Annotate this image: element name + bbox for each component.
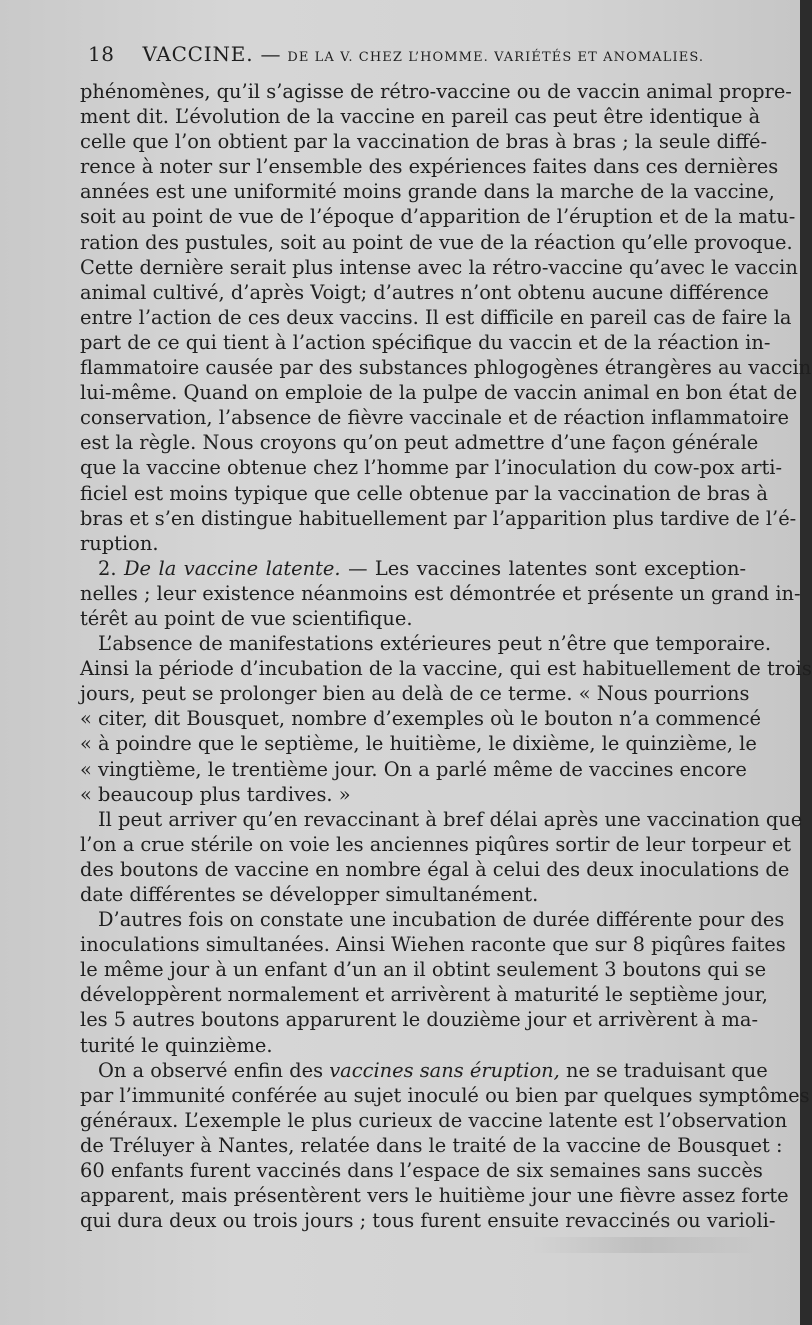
- paper-show-through: [530, 1237, 760, 1253]
- text-line: bras et s’en distingue habituellement par l’apparition plus tardive de l’é-: [80, 506, 797, 530]
- text-line: de Tréluyer à Nantes, relatée dans le traité de la vaccine de Bousquet :: [80, 1133, 783, 1157]
- text-line: est la règle. Nous croyons qu’on peut admettre d’une façon générale: [80, 431, 759, 455]
- running-header: [88, 42, 738, 70]
- text-line: des boutons de vaccine en nombre égal à celui des deux inoculations de: [80, 857, 790, 881]
- text-line: « vingtième, le trentième jour. On a parlé même de vaccines encore: [80, 757, 747, 781]
- text-line: inoculations simultanées. Ainsi Wiehen raconte que sur 8 piqûres faites: [80, 933, 786, 957]
- text-line: « beaucoup plus tardives. »: [80, 782, 351, 806]
- line-end: ne se traduisant que: [566, 1058, 768, 1082]
- text-line: développèrent normalement et arrivèrent à maturité le septième jour,: [80, 983, 768, 1007]
- text-line: apparent, mais présentèrent vers le huitième jour une fièvre assez forte: [80, 1184, 789, 1208]
- text-line: térêt au point de vue scientifique.: [80, 606, 413, 630]
- text-line: qui dura deux ou trois jours ; tous furent ensuite revaccinés ou varioli-: [80, 1209, 776, 1233]
- page-text: [80, 79, 812, 1233]
- text-line: turité le quinzième.: [80, 1033, 273, 1057]
- text-line: ficiel est moins typique que celle obtenue par la vaccination de bras à: [80, 481, 768, 505]
- text-line: Ainsi la période d’incubation de la vaccine, qui est habituellement de trois: [80, 657, 812, 681]
- text-line: D’autres fois on constate une incubation de durée différente pour des: [98, 908, 785, 932]
- running-title: VACCINE. —: [142, 42, 282, 66]
- text-line: celle que l’on obtient par la vaccination de bras à bras ; la seule diffé-: [80, 130, 768, 154]
- text-line: ruption.: [80, 531, 159, 555]
- text-line: nelles ; leur existence néanmoins est démontrée et présente un grand in-: [80, 581, 801, 605]
- section-heading-line: [80, 556, 746, 581]
- text-line: L’absence de manifestations extérieures peut n’être que temporaire.: [98, 632, 772, 656]
- text-line: part de ce qui tient à l’action spécifique du vaccin et de la réaction in-: [80, 330, 771, 354]
- text-line: jours, peut se prolonger bien au delà de ce terme. « Nous pourrions: [80, 682, 750, 706]
- text-line: années est une uniformité moins grande dans la marche de la vaccine,: [80, 180, 775, 204]
- text-line: phénomènes, qu’il s’agisse de rétro-vaccine ou de vaccin animal propre-: [80, 80, 792, 103]
- text-line: « à poindre que le septième, le huitième, le dixième, le quinzième, le: [80, 732, 757, 756]
- running-subtitle: DE LA V. CHEZ L’HOMME. VARIÉTÉS ET ANOMALIES.: [287, 50, 705, 65]
- text-line: 60 enfants furent vaccinés dans l’espace de six semaines sans succès: [80, 1159, 763, 1183]
- text-line: flammatoire causée par des substances phlogogènes étrangères au vaccin: [80, 356, 812, 380]
- text-line: ration des pustules, soit au point de vue de la réaction qu’elle provoque.: [80, 230, 793, 254]
- section-number: 2.: [98, 556, 117, 580]
- text-line: « citer, dit Bousquet, nombre d’exemples où le bouton n’a commencé: [80, 707, 762, 731]
- text-line: l’on a crue stérile on voie les anciennes piqûres sortir de leur torpeur et: [80, 832, 792, 856]
- text-line: les 5 autres boutons apparurent le douzième jour et arrivèrent à ma-: [80, 1008, 759, 1032]
- text-line: le même jour à un enfant d’un an il obtint seulement 3 boutons qui se: [80, 958, 767, 982]
- text-line: rence à noter sur l’ensemble des expériences faites dans ces dernières: [80, 155, 779, 179]
- text-line: par l’immunité conférée au sujet inoculé ou bien par quelques symptômes: [80, 1083, 810, 1107]
- italic-phrase: vaccines sans éruption,: [329, 1058, 560, 1082]
- text-line: ment dit. L’évolution de la vaccine en pareil cas peut être identique à: [80, 105, 761, 129]
- text-line: Cette dernière serait plus intense avec la rétro-vaccine qu’avec le vaccin: [80, 255, 798, 279]
- text-line: généraux. L’exemple le plus curieux de vaccine latente est l’observation: [80, 1108, 788, 1132]
- line-start: On a observé enfin des: [98, 1058, 324, 1082]
- text-line: que la vaccine obtenue chez l’homme par l’inoculation du cow-pox arti-: [80, 456, 783, 480]
- text-line: lui-même. Quand on emploie de la pulpe de vaccin animal en bon état de: [80, 381, 798, 405]
- text-line: [80, 1058, 768, 1083]
- section-heading: De la vaccine latente.: [124, 556, 341, 580]
- page-number: 18: [88, 42, 115, 66]
- text-line: conservation, l’absence de fièvre vaccinale et de réaction inflammatoire: [80, 406, 790, 430]
- text-line: soit au point de vue de l’époque d’apparition de l’éruption et de la matu-: [80, 205, 796, 229]
- text-line: Il peut arriver qu’en revaccinant à bref délai après une vaccination que: [98, 807, 803, 831]
- section-line-rest: — Les vaccines latentes sont exception-: [348, 556, 747, 580]
- text-line: animal cultivé, d’après Voigt; d’autres n’ont obtenu aucune différence: [80, 280, 769, 304]
- text-line: date différentes se développer simultanément.: [80, 883, 539, 906]
- text-line: entre l’action de ces deux vaccins. Il est difficile en pareil cas de faire la: [80, 305, 792, 329]
